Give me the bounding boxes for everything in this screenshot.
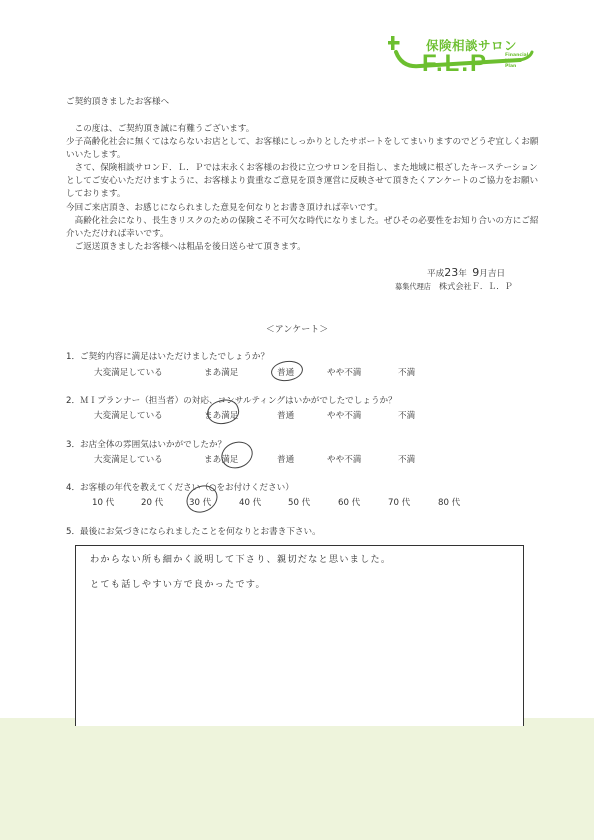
q3-option[interactable]: 大変満足している: [94, 455, 163, 465]
logo-sub-line: Life: [505, 58, 515, 64]
q4-option[interactable]: 10 代: [92, 498, 115, 508]
question-4: 4．お客様の年代を教えてください（○をお付けください）: [66, 483, 294, 493]
agent-line: [395, 281, 513, 292]
date-era: 平成: [427, 269, 445, 279]
date-year-handwritten: 23: [444, 266, 459, 279]
comment-box[interactable]: [75, 545, 524, 726]
q4-option[interactable]: 60 代: [338, 498, 361, 508]
q3-option[interactable]: やや不満: [327, 455, 362, 465]
letter-paragraph: ご返送頂きましたお客様へは粗品を後日送らせて頂きます。: [66, 242, 306, 252]
survey-title: ＜アンケート＞: [265, 325, 329, 335]
letter-paragraph: 今回ご来店頂き、お感じになられました意見を何なりとお書き頂ければ幸いです。: [66, 203, 383, 213]
agent-name: 株式会社Ｆ．Ｌ．Ｐ: [438, 281, 513, 291]
date-month-label: 月吉日: [479, 269, 506, 279]
q2-option[interactable]: 大変満足している: [94, 411, 163, 421]
q4-option[interactable]: 70 代: [388, 498, 411, 508]
letter-paragraph: この度は、ご契約頂き誠に有難うございます。: [66, 124, 255, 134]
q4-option-selected[interactable]: 30 代: [189, 498, 212, 508]
question-1: 1．ご契約内容に満足はいただけましたでしょうか？: [66, 352, 270, 362]
handwritten-comment-line: とても話しやすい方で良かったです。: [90, 579, 266, 590]
letter-paragraph: 高齢化社会になり、長生きリスクのための保険こそ不可欠な時代になりました。ぜひその必要性をお知り合いの方にご紹介いただければ幸いです。: [66, 216, 539, 240]
question-3: 3．お店全体の雰囲気はいかがでしたか？: [66, 440, 227, 450]
date-year-label: 年: [458, 269, 467, 279]
bottom-background-band: [0, 718, 594, 840]
letter-paragraph: 少子高齢化社会に無くてはならないお店として、お客様にしっかりとしたサポートをしてまいりますのでどうぞ宜しくお願いいたします。: [66, 137, 539, 161]
agent-label: 募集代理店: [395, 282, 431, 291]
q4-option[interactable]: 80 代: [438, 498, 461, 508]
logo-mark-text: F.L.P: [422, 50, 489, 77]
letter-greeting: ご契約頂きましたお客様へ: [66, 97, 170, 107]
q2-option[interactable]: やや不満: [327, 411, 362, 421]
flp-logo: [388, 30, 548, 92]
logo-sub-line: Financial: [505, 53, 529, 58]
q4-option[interactable]: 20 代: [141, 498, 164, 508]
q2-option-selected[interactable]: まあ満足: [204, 411, 239, 421]
q2-option[interactable]: 普通: [277, 411, 295, 421]
letter-date: [427, 266, 505, 279]
letter-paragraph: さて、保険相談サロンＦ．Ｌ．Ｐでは末永くお客様のお役に立つサロンを目指し、また地域に根ざしたキーステーションとしてご安心いただけますように、お客様より貴重なご意見を頂き運営に反映させて頂きたくアンケートのご協力をお願いしております。: [66, 163, 539, 200]
q1-option-selected[interactable]: 普通: [277, 368, 295, 378]
handwritten-comment-line: わからない所も細かく説明して下さり、親切だなと思いました。: [90, 554, 392, 565]
logo-sub-line: Plan: [505, 64, 517, 69]
logo-title: 保険相談サロン: [426, 38, 518, 53]
q2-option[interactable]: 不満: [398, 411, 416, 421]
q1-option[interactable]: やや不満: [327, 368, 362, 378]
q3-option[interactable]: 不満: [398, 455, 416, 465]
q3-option[interactable]: 普通: [277, 455, 295, 465]
q3-option-selected[interactable]: まあ満足: [204, 455, 239, 465]
logo-sub: [505, 53, 528, 70]
question-2: 2．ＭＩプランナー（担当者）の対応、コンサルティングはいかがでしたでしょうか？: [66, 396, 397, 406]
q1-option[interactable]: 大変満足している: [94, 368, 163, 378]
q1-option[interactable]: 不満: [398, 368, 416, 378]
date-month-handwritten: 9: [472, 266, 480, 279]
q4-option[interactable]: 40 代: [239, 498, 262, 508]
q1-option[interactable]: まあ満足: [204, 368, 239, 378]
question-5: 5．最後にお気づきになられましたことを何なりとお書き下さい。: [66, 527, 321, 537]
q4-option[interactable]: 50 代: [288, 498, 311, 508]
